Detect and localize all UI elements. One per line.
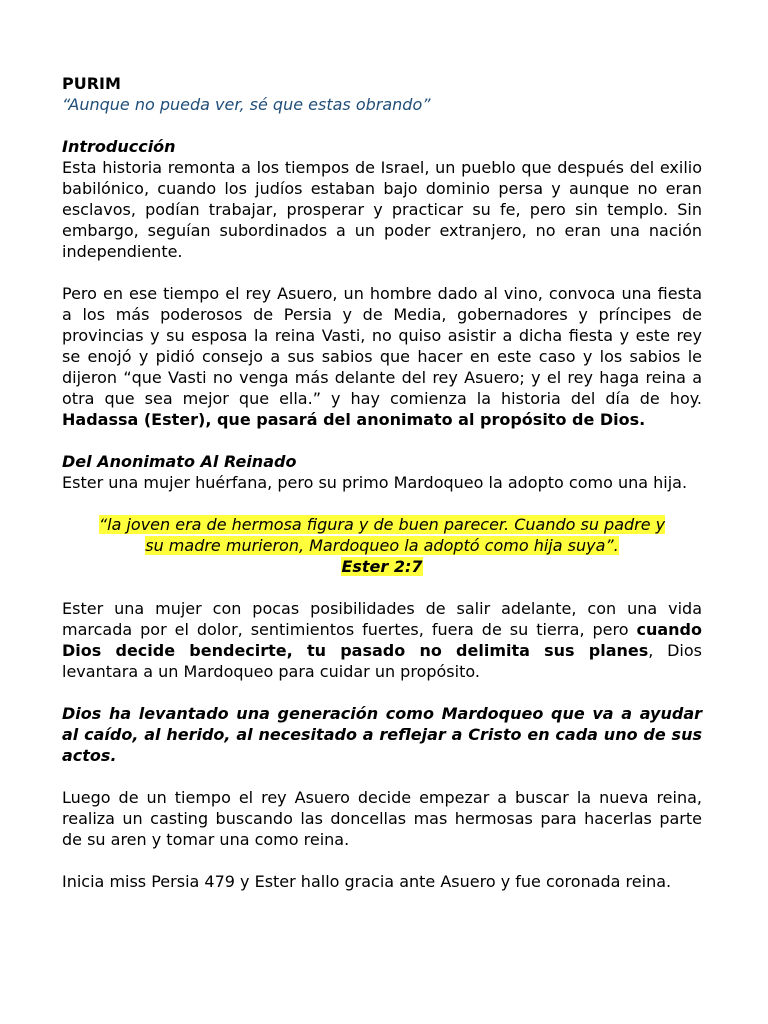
section2-paragraph-2-bold: cuando Dios decide bendecirte, tu pasado no delimita sus planes [62, 620, 702, 660]
section2-paragraph-2-text-a: Ester una mujer con pocas posibilidades de salir adelante, con una vida marcada por el dolor, sentimientos fuertes, fuera de su tierra, pero [62, 599, 702, 639]
section2-heading: Del Anonimato Al Reinado [62, 452, 297, 471]
spacer [62, 850, 702, 871]
spacer [62, 766, 702, 787]
spacer [62, 493, 702, 514]
section2-paragraph-4: Luego de un tiempo el rey Asuero decide empezar a buscar la nueva reina, realiza un casting buscando las doncellas mas hermosas para hacerlas parte de su aren y tomar una como reina. [62, 788, 702, 849]
intro-paragraph-2-bold: Hadassa (Ester), que pasará del anonimato al propósito de Dios. [62, 410, 646, 429]
intro-paragraph-2-text: Pero en ese tiempo el rey Asuero, un hombre dado al vino, convoca una fiesta a los más poderosos de Persia y de Media, gobernadores y príncipes de provincias y su esposa la reina Vasti, no quiso asistir a dicha fiesta y este rey se enojó y pidió consejo a sus sabios que hacer en este caso y los sabios le dijeron “que Vasti no venga más delante del rey Asuero; y el rey haga reina a otra que sea mejor que ella.” y hay comienza la historia del día de hoy. [62, 284, 702, 408]
section2-paragraph-1: Ester una mujer huérfana, pero su primo Mardoqueo la adopto como una hija. [62, 473, 688, 492]
section2-paragraph-2 [62, 598, 702, 682]
intro-paragraph-1: Esta historia remonta a los tiempos de Israel, un pueblo que después del exilio babilónico, cuando los judíos estaban bajo dominio persa y aunque no eran esclavos, podían trabajar, prosperar y practicar su fe, pero sin templo. Sin embargo, seguían subordinados a un poder extranjero, no eran una nación independiente. [62, 158, 702, 261]
intro-heading: Introducción [62, 137, 176, 156]
section2-paragraph-3: Dios ha levantado una generación como Mardoqueo que va a ayudar al caído, al herido, al necesitado a reflejar a Cristo en cada uno de sus actos. [62, 704, 702, 765]
intro-paragraph-2 [62, 283, 702, 430]
document-page [62, 73, 702, 892]
scripture-quote [62, 514, 702, 577]
spacer [62, 115, 702, 136]
quote-line-1: “la joven era de hermosa figura y de buen parecer. Cuando su padre y [98, 515, 666, 534]
spacer [62, 430, 702, 451]
quote-reference: Ester 2:7 [341, 557, 423, 576]
spacer [62, 262, 702, 283]
section2-paragraph-2-text-b: , Dios levantara a un Mardoqueo para cuidar un propósito. [62, 641, 703, 681]
spacer [62, 682, 702, 703]
document-subtitle: “Aunque no pueda ver, sé que estas obrando” [62, 95, 431, 114]
quote-line-2: su madre murieron, Mardoqueo la adoptó como hija suya”. [145, 536, 619, 555]
section2-paragraph-5: Inicia miss Persia 479 y Ester hallo gracia ante Asuero y fue coronada reina. [62, 872, 672, 891]
document-title: PURIM [62, 74, 121, 93]
spacer [62, 577, 702, 598]
